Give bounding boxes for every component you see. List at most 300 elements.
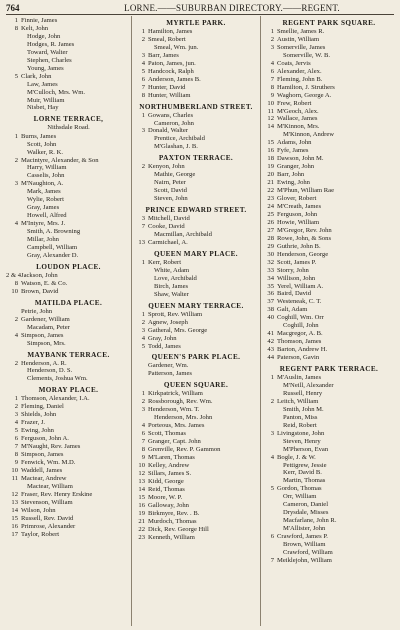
directory-entry: [262, 533, 396, 557]
resident-name: Stephen, Charles: [27, 56, 72, 64]
resident-name: Birch, James: [154, 282, 189, 290]
street-section: [262, 19, 396, 362]
house-number: 4: [14, 331, 18, 339]
directory-entry: [6, 403, 131, 411]
resident-name: Somerville, James: [277, 43, 326, 51]
resident-name: Waddell, James: [21, 466, 63, 474]
house-number: 4: [14, 419, 18, 427]
directory-entry: [133, 478, 259, 486]
house-number: 41: [267, 330, 274, 338]
resident-name: Muir, William: [27, 96, 65, 104]
directory-entry: [133, 526, 259, 534]
resident-name: Ferguson, John: [277, 210, 318, 218]
directory-entry: [262, 28, 396, 36]
house-number: 16: [11, 522, 18, 530]
resident-name: Fenwick, Wm. M.D.: [21, 459, 76, 466]
resident-name: Clark, John: [21, 72, 52, 80]
house-number: 5: [141, 342, 145, 350]
house-number: 8: [14, 451, 18, 459]
directory-entry: [133, 239, 259, 247]
resident-name: Campbell, William: [27, 243, 78, 251]
resident-name: Nairn, Peter: [154, 179, 186, 187]
house-number: 6: [141, 430, 145, 438]
house-number: 20: [267, 171, 274, 179]
resident-name: Hamilton, James: [148, 28, 193, 35]
resident-name: M'Kinnon, Andrew: [283, 131, 335, 139]
directory-entry: [133, 215, 259, 223]
resident-name: White, Adam: [154, 266, 190, 274]
house-number: 6: [270, 67, 274, 75]
directory-entry: [262, 251, 396, 259]
directory-entry: [262, 155, 396, 163]
house-number: 1: [270, 28, 274, 35]
house-number: 3: [270, 43, 274, 51]
directory-entry: [133, 163, 259, 203]
resident-name: Brown, William: [283, 541, 326, 549]
house-number: 2: [270, 35, 274, 43]
street-heading: NORTHUMBERLAND STREET.: [139, 102, 253, 111]
resident-name: Gray, John: [148, 334, 177, 342]
house-number: 22: [138, 525, 145, 533]
resident-name: Nisbet, Hay: [27, 104, 59, 112]
street-heading: MYRTLE PARK.: [166, 19, 226, 27]
resident-name: Livingstone, John: [277, 429, 325, 437]
resident-name: M'Glashan, J. B.: [154, 143, 198, 151]
resident-name: Smeal, Wm. jun.: [154, 43, 199, 51]
resident-name: Martin, Thomas: [283, 477, 326, 485]
resident-name: Handcock, Ralph: [148, 67, 194, 75]
directory-entry: [133, 422, 259, 430]
directory-entry: [6, 443, 131, 451]
resident-name: Mark, James: [27, 188, 61, 196]
resident-name: Gray, James: [27, 204, 60, 212]
directory-entry: [6, 531, 131, 539]
house-number: 2: [14, 315, 18, 323]
resident-name: Gardener, Wm.: [148, 362, 189, 370]
resident-name: Wallace, James: [277, 115, 318, 123]
house-number: 5: [141, 67, 145, 75]
street-section: [133, 154, 259, 203]
house-number: 16: [138, 501, 145, 509]
directory-entry: [262, 330, 396, 338]
resident-name: Fleming, John B.: [277, 75, 323, 83]
resident-name: Watson, E. & Co.: [21, 279, 68, 287]
resident-name: Simpson, Mrs.: [27, 339, 66, 347]
resident-name: Scott, David: [154, 187, 187, 195]
directory-entry: [262, 44, 396, 60]
house-number: 8: [14, 279, 18, 287]
directory-entry: [6, 499, 131, 507]
resident-name: M'Allister, John: [283, 525, 326, 533]
house-number: 4: [270, 453, 274, 461]
resident-name: Panton, Miss: [283, 413, 318, 421]
street-section: [6, 386, 131, 538]
directory-entry: [6, 475, 131, 491]
directory-entry: [262, 100, 396, 108]
house-number: 7: [141, 438, 145, 446]
directory-entry: [133, 127, 259, 151]
directory-entry: [133, 60, 259, 68]
resident-name: Moore, W. P.: [148, 493, 183, 501]
directory-entry: [6, 491, 131, 499]
directory-entry: [6, 308, 131, 316]
directory-entry: [6, 180, 131, 220]
house-number: 2: [14, 156, 18, 164]
directory-entry: [6, 435, 131, 443]
house-number: 8: [270, 83, 274, 91]
resident-name: Mactear, Andrew: [21, 474, 67, 482]
directory-entry: [262, 171, 396, 179]
house-number: 12: [138, 469, 145, 477]
resident-name: Coghill, John: [283, 322, 319, 330]
house-number: 8: [141, 446, 145, 454]
directory-entry: [133, 486, 259, 494]
resident-name: Macintyre, Alexander, & Son: [21, 156, 99, 164]
directory-entry: [262, 84, 396, 92]
house-number: 7: [141, 83, 145, 91]
house-number: 29: [267, 242, 274, 250]
street-section: [262, 365, 396, 565]
street-heading: QUEEN SQUARE.: [163, 381, 229, 390]
directory-entry: [262, 283, 396, 291]
running-title: LORNE.——SUBURBAN DIRECTORY.——REGENT.: [124, 3, 340, 13]
house-number: 36: [267, 290, 274, 298]
house-number: 6: [14, 435, 18, 443]
resident-name: Smeal, Robert: [148, 35, 186, 43]
house-number: 2: [14, 403, 18, 411]
house-number: 40: [267, 314, 274, 322]
resident-name: Clements, Joshua Wm.: [27, 375, 88, 383]
house-number: 10: [138, 461, 145, 469]
directory-entry: [262, 211, 396, 219]
directory-entry: [6, 133, 131, 157]
resident-name: Shaw, Walter: [154, 290, 189, 298]
resident-name: Simpson, James: [21, 451, 64, 459]
directory-column-3: [262, 16, 396, 628]
house-number: 10: [11, 287, 18, 295]
resident-name: Leitch, William: [277, 397, 319, 405]
resident-name: M'Naughton, A.: [21, 180, 64, 188]
resident-name: Stevenson, William: [21, 498, 73, 506]
resident-name: Petrie, John: [21, 307, 53, 315]
house-number: 3: [14, 180, 18, 188]
house-number: 7: [141, 223, 145, 231]
directory-entry: [262, 338, 396, 346]
house-number: 1: [14, 132, 18, 140]
house-number: 3: [270, 429, 274, 437]
resident-name: Macgregor, A. B.: [277, 330, 323, 338]
directory-entry: [6, 515, 131, 523]
resident-name: Hodges, R. James: [27, 40, 75, 48]
house-number: 21: [267, 179, 274, 187]
house-number: [133, 362, 148, 370]
resident-name: Young, James: [27, 64, 64, 72]
resident-name: Porteous, Mrs. James: [148, 422, 205, 430]
resident-name: Henderson, Mrs. John: [154, 414, 213, 422]
resident-name: Steven, Henry: [283, 437, 321, 445]
resident-name: Coats, Jervis: [277, 59, 311, 67]
resident-name: Coghill, Wm. Orr: [277, 314, 324, 322]
resident-name: M'Neill, Alexander: [283, 381, 334, 389]
house-number: 17: [11, 530, 18, 538]
resident-name: M'Auslin, James: [277, 374, 322, 382]
resident-name: Shields, John: [21, 411, 57, 419]
directory-entry: [133, 76, 259, 84]
directory-entry: [262, 275, 396, 283]
resident-name: Barr, James: [148, 51, 179, 59]
house-number: 2: [270, 397, 274, 405]
resident-name: Macfarlane, John R.: [283, 517, 337, 525]
directory-entry: [133, 92, 259, 100]
resident-name: Granger, Capt. John: [148, 438, 201, 446]
resident-name: Kerr, David B.: [283, 469, 322, 477]
resident-name: Scott, James P.: [277, 258, 317, 266]
directory-entry: [262, 374, 396, 398]
resident-name: Patterson, James: [148, 370, 192, 378]
resident-name: Austin, William: [277, 35, 320, 43]
directory-entry: [6, 332, 131, 348]
resident-name: Fyfe, James: [277, 147, 309, 155]
house-number: [6, 308, 21, 316]
resident-name: Grenville, Rev. P. Gammon: [148, 446, 221, 454]
directory-entry: [133, 518, 259, 526]
house-number: 38: [267, 306, 274, 314]
house-number: 2 & 4: [6, 271, 22, 279]
resident-name: Finnie, James: [21, 17, 58, 24]
directory-entry: [133, 454, 259, 462]
resident-name: Bogle, J. & W.: [277, 453, 316, 461]
directory-entry: [262, 235, 396, 243]
house-number: 1: [14, 395, 18, 403]
house-number: 3: [141, 326, 145, 334]
directory-entry: [262, 430, 396, 454]
resident-name: Kelley, Andrew: [148, 461, 190, 469]
directory-column-1: [6, 16, 131, 628]
street-section: [133, 381, 259, 541]
directory-entry: [262, 108, 396, 116]
street-section: [6, 16, 131, 112]
house-number: 3: [141, 406, 145, 414]
directory-entry: [133, 398, 259, 406]
directory-entry: [133, 510, 259, 518]
house-number: 2: [141, 398, 145, 406]
house-number: 3: [14, 411, 18, 419]
directory-entry: [6, 419, 131, 427]
resident-name: Scott, Thomas: [148, 430, 186, 438]
directory-entry: [262, 203, 396, 211]
resident-name: Cooke, David: [148, 223, 185, 231]
directory-entry: [133, 343, 259, 351]
directory-entry: [262, 298, 396, 306]
resident-name: Wylie, Robert: [27, 196, 64, 204]
resident-name: Alexander, Alex.: [277, 67, 322, 75]
directory-entry: [262, 60, 396, 68]
house-number: 1: [141, 310, 145, 318]
house-number: 28: [267, 234, 274, 242]
resident-name: Reid, Robert: [283, 421, 317, 429]
resident-name: Gordon, Thomas: [277, 485, 322, 493]
street-section: [6, 351, 131, 384]
house-number: 1: [141, 111, 145, 119]
house-number: 24: [267, 202, 274, 210]
directory-entry: [262, 179, 396, 187]
page-header: [6, 2, 394, 14]
house-number: 13: [11, 498, 18, 506]
resident-name: Crawford, James P.: [277, 533, 328, 541]
directory-entry: [6, 17, 131, 25]
resident-name: Fraser, Rev. Henry Erskine: [21, 490, 93, 498]
house-number: 14: [267, 123, 274, 131]
directory-entry: [133, 502, 259, 510]
house-number: 7: [270, 556, 274, 564]
resident-name: Simpson, James: [21, 331, 64, 339]
house-number: 7: [14, 443, 18, 451]
house-number: 3: [141, 127, 145, 135]
directory-entry: [133, 327, 259, 335]
house-number: 4: [141, 422, 145, 430]
directory-entry: [133, 52, 259, 60]
house-number: 18: [267, 155, 274, 163]
directory-entry: [133, 446, 259, 454]
resident-name: Gray, Alexander D.: [27, 251, 79, 259]
resident-name: Donald, Walter: [148, 127, 188, 135]
resident-name: Paton, James, jun.: [148, 59, 196, 67]
house-number: 19: [267, 163, 274, 171]
resident-name: Drysdale, Misses: [283, 509, 329, 517]
resident-name: Mathie, George: [154, 171, 196, 179]
directory-entry: [262, 227, 396, 235]
house-number: 3: [141, 215, 145, 223]
house-number: 4: [141, 59, 145, 67]
house-number: 21: [138, 517, 145, 525]
resident-name: Henderson, D. S.: [27, 367, 73, 375]
house-number: 1: [270, 374, 274, 382]
directory-entry: [133, 112, 259, 128]
directory-entry: [133, 223, 259, 239]
resident-name: Storry, John: [277, 266, 309, 274]
resident-name: Howie, William: [277, 218, 320, 226]
house-number: 6: [270, 533, 274, 541]
directory-entry: [262, 454, 396, 486]
house-number: 43: [267, 346, 274, 354]
directory-entry: [133, 470, 259, 478]
house-number: 5: [270, 485, 274, 493]
street-section: [133, 103, 259, 152]
resident-name: Orr, William: [283, 493, 317, 501]
resident-name: Crawford, William: [283, 549, 333, 556]
resident-name: Smith, John M.: [283, 405, 324, 413]
resident-name: Hunter, David: [148, 83, 186, 91]
street-section: [6, 115, 131, 259]
directory-entry: [6, 73, 131, 113]
resident-name: Frew, Robert: [277, 99, 312, 107]
street-heading: QUEEN MARY PLACE.: [154, 249, 238, 258]
house-number: 13: [138, 477, 145, 485]
street-section: [133, 353, 259, 378]
house-number: 22: [267, 187, 274, 195]
directory-entry: [133, 68, 259, 76]
directory-entry: [6, 427, 131, 435]
directory-entry: [262, 259, 396, 267]
directory-entry: [6, 451, 131, 459]
resident-name: Paterson, Gavin: [277, 354, 320, 362]
resident-name: Ewing, John: [21, 427, 54, 435]
street-section: [133, 206, 259, 247]
house-number: 3: [141, 51, 145, 59]
resident-name: Gowans, Charles: [148, 111, 194, 119]
house-number: 9: [270, 91, 274, 99]
house-number: 12: [267, 115, 274, 123]
house-number: 15: [138, 493, 145, 501]
resident-name: Casselis, John: [27, 172, 65, 180]
resident-name: Rossborough, Rev. Wm.: [148, 398, 213, 406]
resident-name: Scott, John: [27, 140, 57, 148]
resident-name: Millar, John: [27, 236, 59, 244]
house-number: 1: [141, 258, 145, 266]
resident-name: Hamilton, J. Struthers: [277, 83, 335, 91]
directory-entry: [6, 507, 131, 515]
resident-name: Galloway, John: [148, 501, 189, 509]
resident-name: M'Naught, Rev. James: [21, 443, 81, 451]
resident-name: Glover, Robert: [277, 195, 317, 203]
resident-name: Thomson, Alexander, I.A.: [21, 395, 90, 403]
directory-entry: [262, 267, 396, 275]
resident-name: Dick, Rev. George Hill: [148, 525, 209, 533]
resident-name: Kerr, Robert: [148, 258, 182, 266]
house-number: 44: [267, 354, 274, 362]
page-number: 764: [6, 3, 20, 13]
house-number: 15: [11, 514, 18, 522]
street-heading: REGENT PARK SQUARE.: [282, 19, 376, 27]
directory-entry: [262, 354, 396, 362]
directory-entry: [6, 280, 131, 288]
resident-name: Primrose, Alexander: [21, 522, 76, 530]
directory-entry: [262, 306, 396, 314]
house-number: 2: [141, 163, 145, 171]
resident-name: Meiklejohn, William: [277, 556, 332, 564]
house-number: 10: [267, 99, 274, 107]
resident-name: Granger, John: [277, 163, 315, 171]
resident-name: Thomson, James: [277, 338, 322, 346]
resident-name: Sillars, James S.: [148, 469, 192, 477]
street-section: [6, 299, 131, 348]
street-heading: QUEEN'S PARK PLACE.: [151, 353, 241, 362]
directory-entry: [6, 360, 131, 384]
street-section: [133, 302, 259, 351]
resident-name: Somerville, W. B.: [283, 51, 331, 59]
directory-entry: [262, 485, 396, 533]
resident-name: M'Laren, Thomas: [148, 453, 195, 461]
directory-entry: [133, 259, 259, 299]
street-heading: PAXTON TERRACE.: [158, 154, 234, 163]
directory-entry: [133, 370, 259, 378]
directory-entry: [262, 314, 396, 330]
house-number: 15: [267, 139, 274, 147]
directory-entry: [133, 28, 259, 36]
resident-name: Cameron, Daniel: [283, 501, 329, 509]
directory-entry: [262, 123, 396, 139]
resident-name: Barton, Andrew H.: [277, 346, 328, 354]
resident-name: Henderson, George: [277, 250, 329, 258]
house-number: 2: [141, 318, 145, 326]
street-section: [133, 19, 259, 100]
house-number: 4: [141, 334, 145, 342]
directory-entry: [262, 243, 396, 251]
directory-entry: [6, 411, 131, 419]
house-number: 14: [11, 506, 18, 514]
directory-entry: [6, 467, 131, 475]
resident-name: Taylor, Robert: [21, 530, 60, 538]
